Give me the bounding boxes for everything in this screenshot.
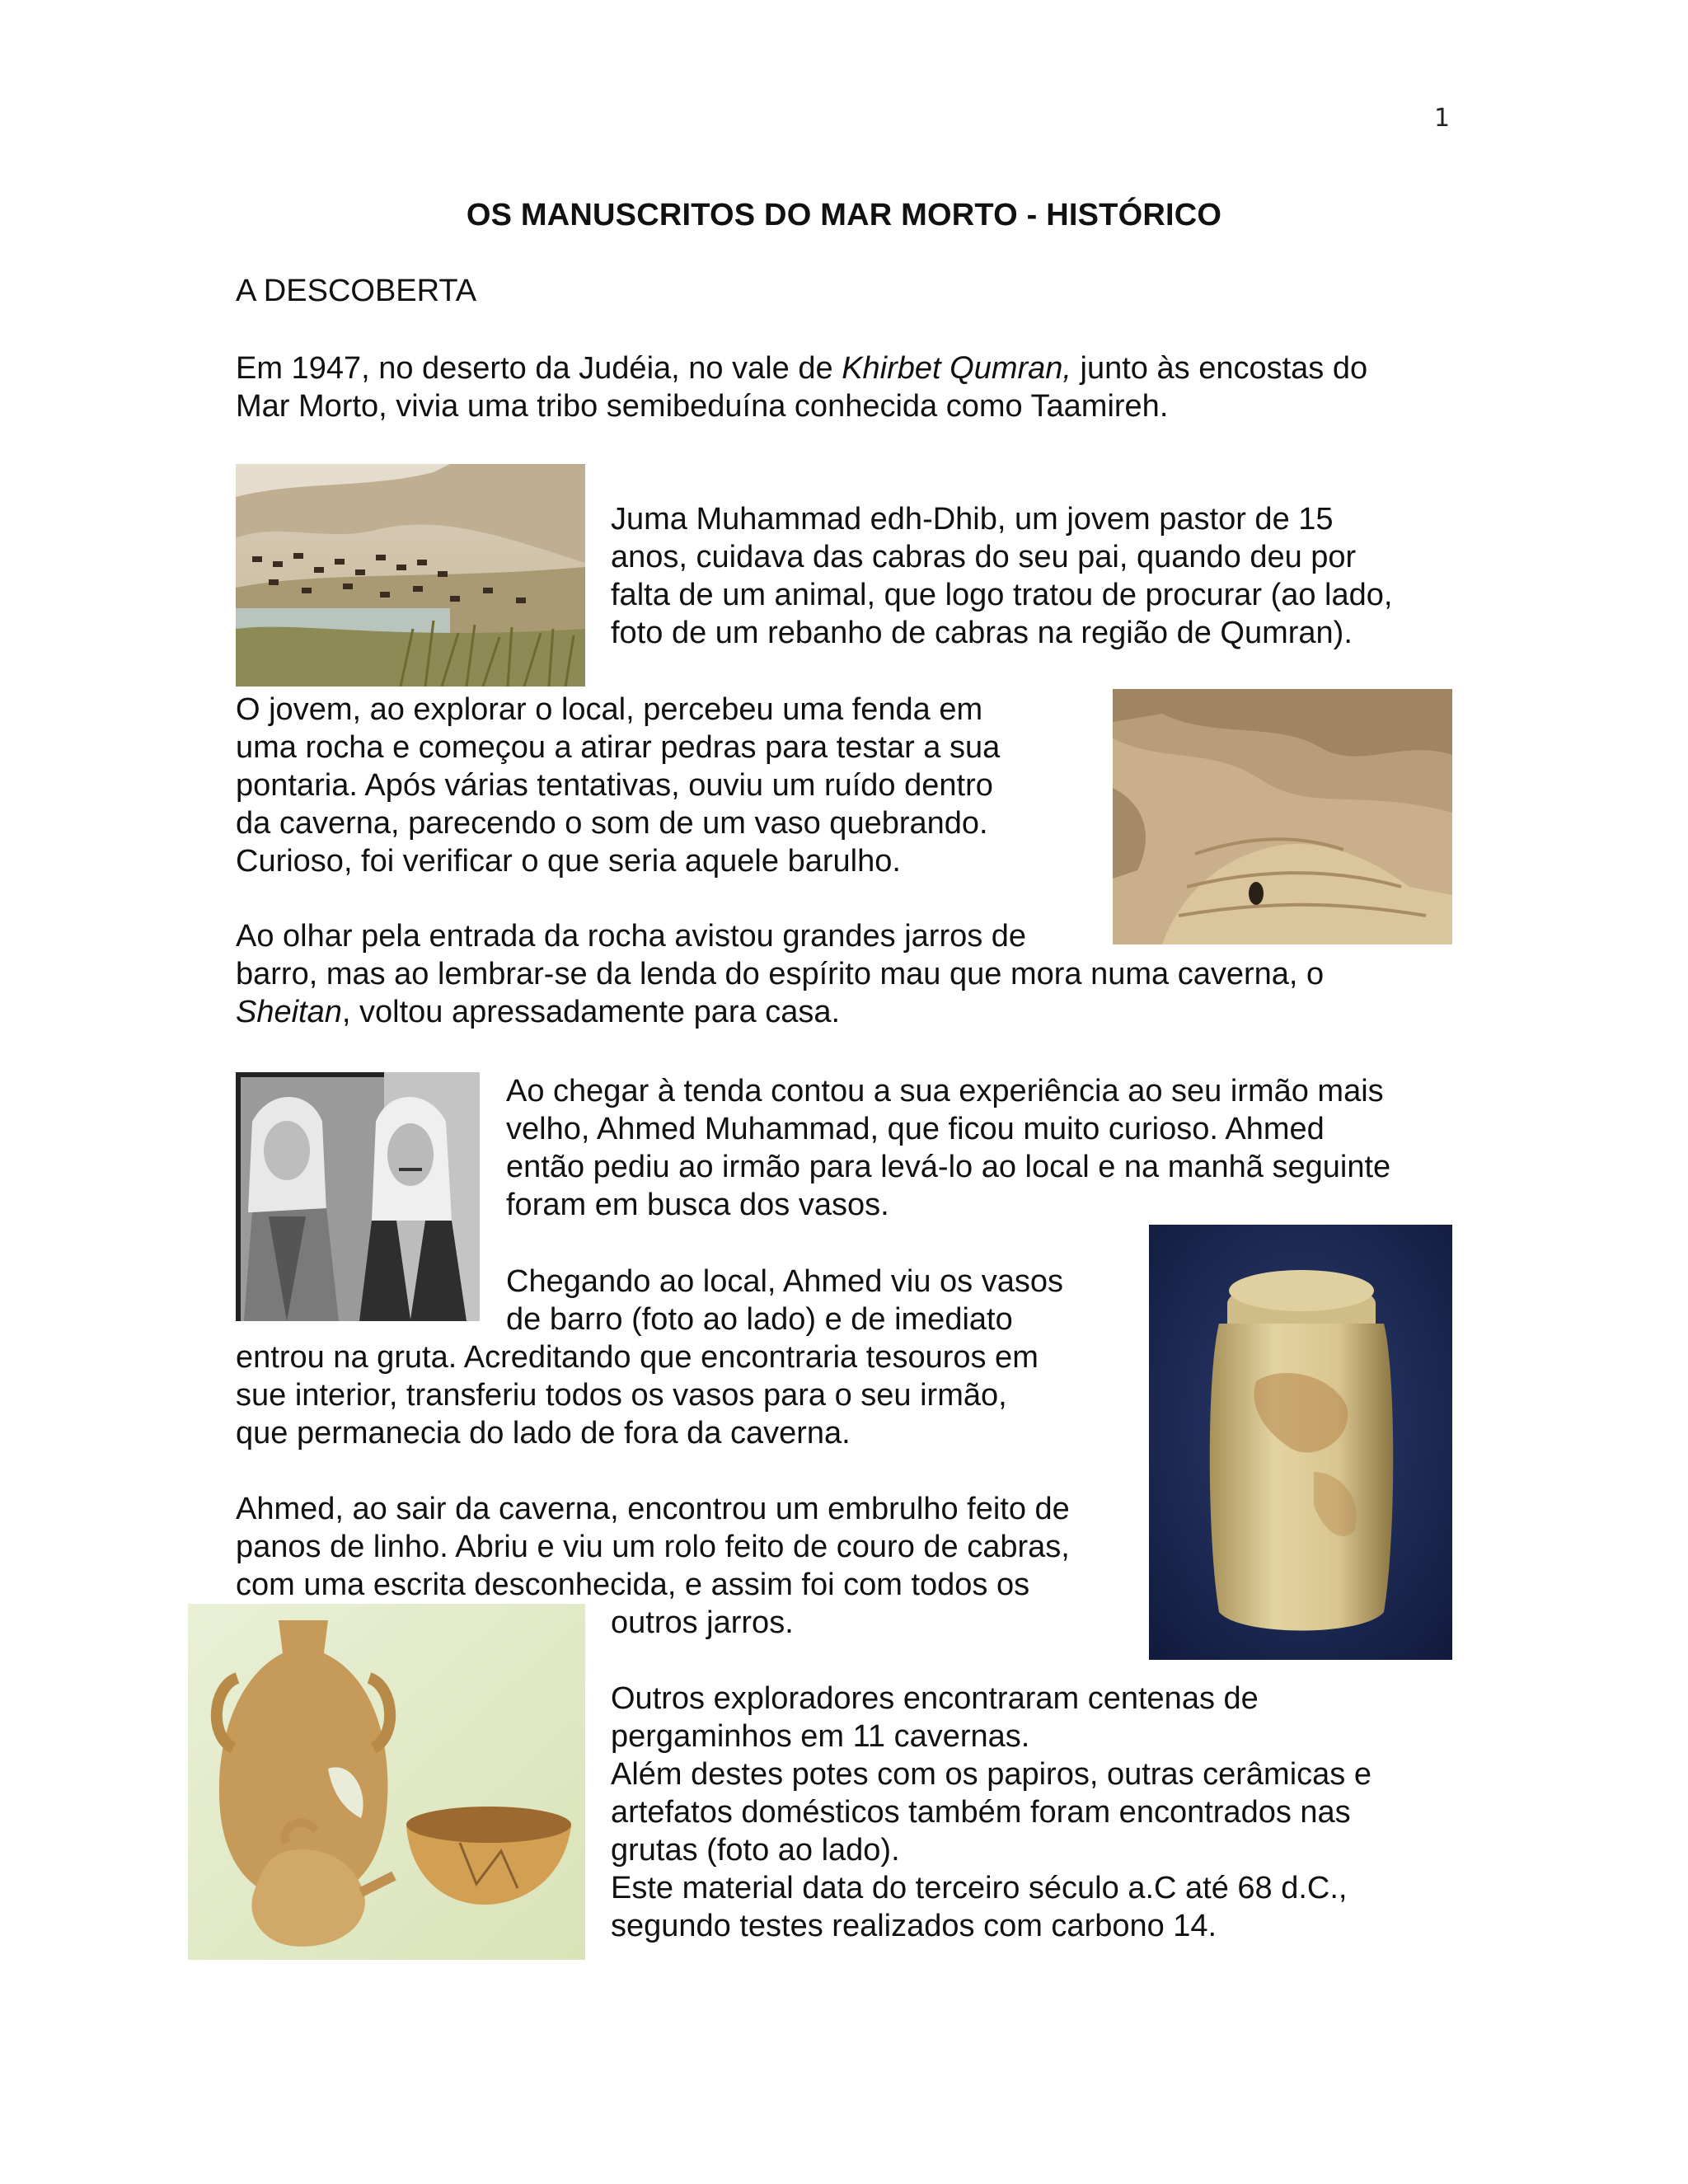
qumran-caves-photo bbox=[1113, 689, 1452, 944]
paragraph-gruta: Chegando ao local, Ahmed viu os vasos de barro (foto ao lado) e de imediato bbox=[506, 1264, 1063, 1337]
paragraph-sheitan: Ao olhar pela entrada da rocha avistou grandes jarros de barro, mas ao lembrar-se da lenda do espírito mau que mora numa caverna, o Sheitan, voltou apressadamente para casa. bbox=[236, 919, 1325, 1029]
goats-herd-photo bbox=[236, 464, 585, 687]
section-heading: A DESCOBERTA bbox=[236, 274, 477, 308]
paragraph-juma: Juma Muhammad edh-Dhib, um jovem pastor de 15 anos, cuidava das cabras do seu pai, quando deu por falta de um animal, que logo tratou de procurar (ao lado, foto de um rebanho de cabras na região de Qumran). bbox=[611, 502, 1393, 650]
paragraph-embrulho-end: outros jarros. bbox=[611, 1605, 794, 1640]
scroll-jar-photo bbox=[1149, 1225, 1452, 1660]
paragraph-fenda: O jovem, ao explorar o local, percebeu uma fenda em uma rocha e começou a atirar pedras para testar a sua pontaria. Após várias tentativas, ouviu um ruído dentro da caverna, parecendo o som de um vaso quebrando. Curioso, foi verificar o que seria aquele barulho. bbox=[236, 692, 1001, 879]
paragraph-ahmed: Ao chegar à tenda contou a sua experiência ao seu irmão mais velho, Ahmed Muhammad, que ficou muito curioso. Ahmed então pediu ao irmão para levá-lo ao local e na manhã seguinte foram em busca dos vasos. bbox=[506, 1074, 1391, 1222]
paragraph-cavernas: Outros exploradores encontraram centenas de pergaminhos em 11 cavernas. Além destes potes com os papiros, outras cerâmicas e artefatos domésticos também foram encontrados nas grutas (foto ao lado). Este material data do terceiro século a.C até 68 d.C., segundo testes realizados com carbono 14. bbox=[611, 1681, 1372, 1943]
pottery-photo bbox=[188, 1604, 585, 1960]
paragraph-intro: Em 1947, no deserto da Judéia, no vale de Khirbet Qumran, junto às encostas do Mar Morto, vivia uma tribo semibeduína conhecida como Taamireh. bbox=[236, 351, 1368, 424]
page-number: 1 bbox=[1434, 104, 1451, 133]
page-title: OS MANUSCRITOS DO MAR MORTO - HISTÓRICO bbox=[466, 198, 1222, 232]
paragraph-gruta-cont: entrou na gruta. Acreditando que encontraria tesouros em sue interior, transferiu todos os vasos para o seu irmão, que permanecia do lado de fora da caverna. bbox=[236, 1340, 1039, 1451]
brothers-photo bbox=[236, 1072, 480, 1321]
paragraph-embrulho: Ahmed, ao sair da caverna, encontrou um embrulho feito de panos de linho. Abriu e viu um rolo feito de couro de cabras, com uma escrita desconhecida, e assim foi com todos os bbox=[236, 1492, 1070, 1602]
